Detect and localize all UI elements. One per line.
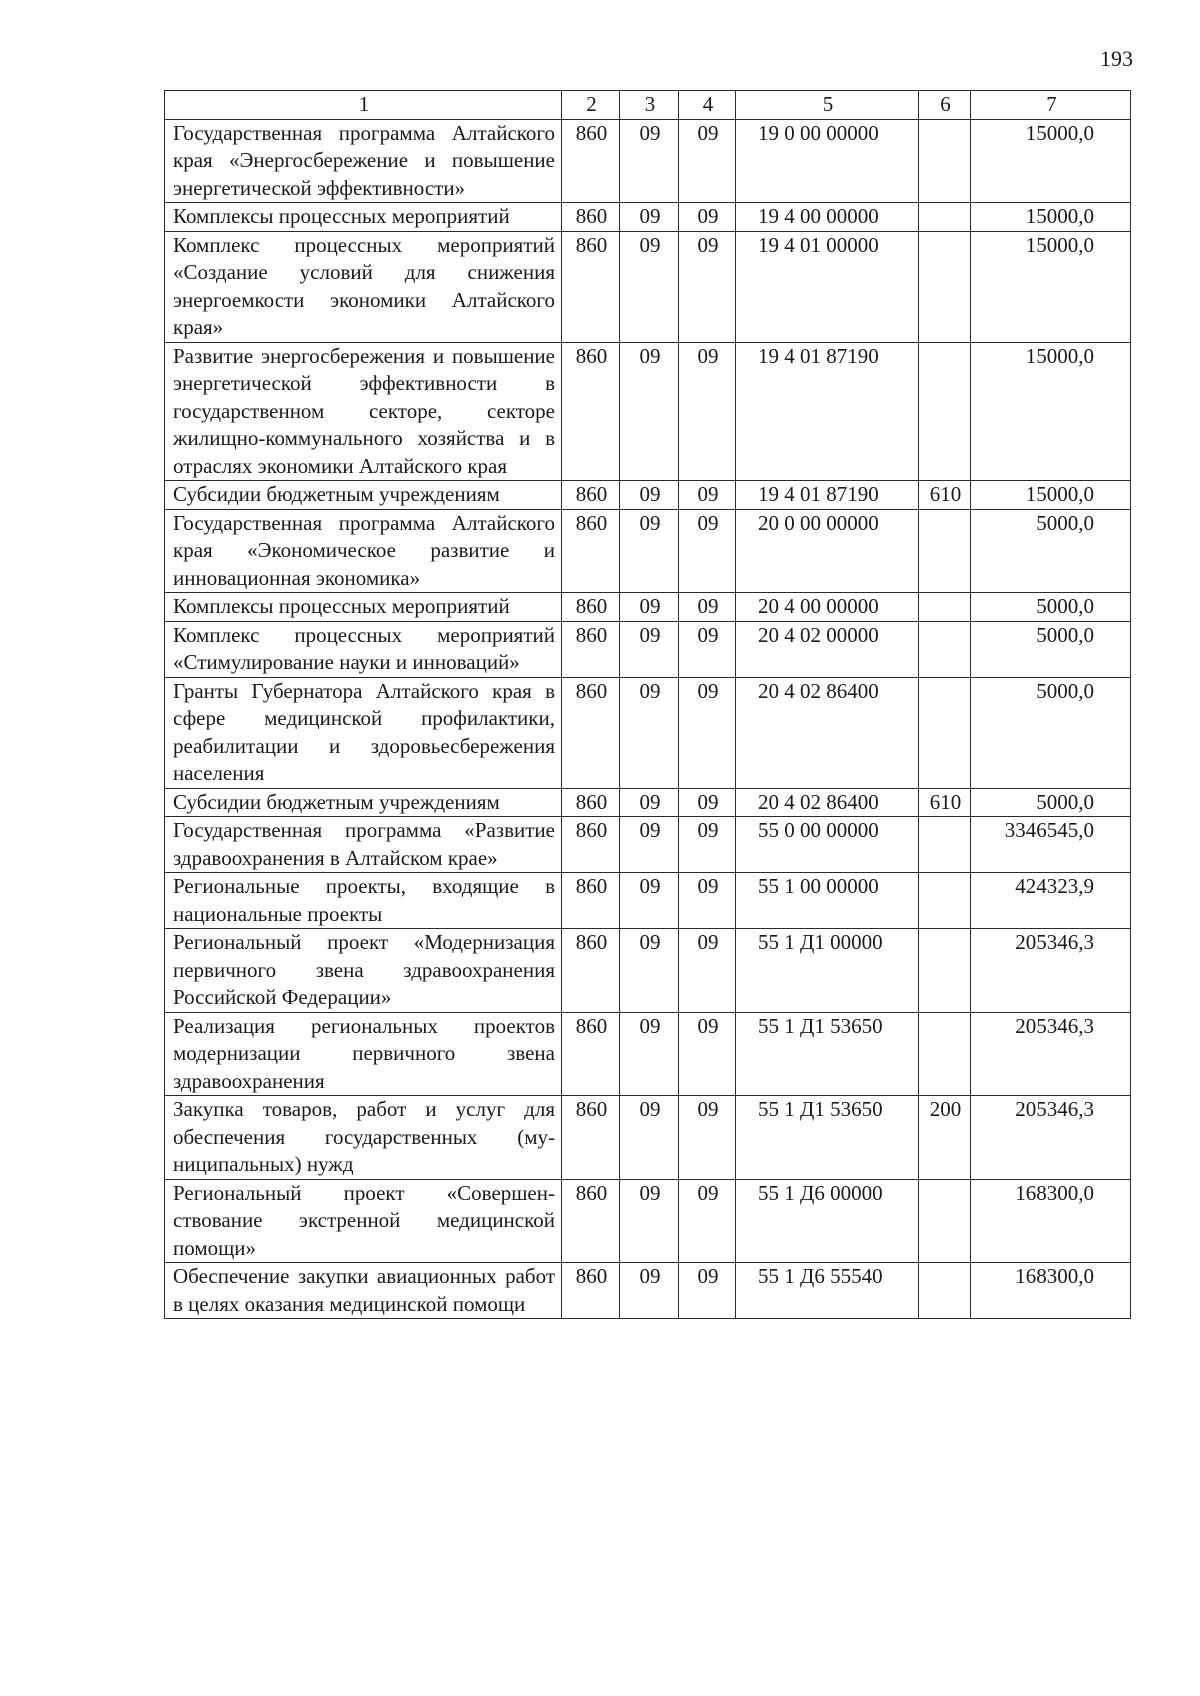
target-item-code-cell: 20 4 02 86400 <box>736 788 919 817</box>
table-body <box>165 119 1131 1319</box>
table-row <box>165 119 1131 203</box>
section-code-cell: 09 <box>620 1179 679 1263</box>
section-code-cell: 09 <box>620 203 679 232</box>
expense-type-cell: 610 <box>919 788 971 817</box>
item-name-cell: Субсидии бюджетным учреждениям <box>165 481 562 510</box>
table-row <box>165 342 1131 481</box>
amount-cell: 3346545,0 <box>971 817 1131 873</box>
amount-cell: 15000,0 <box>971 481 1131 510</box>
expense-type-cell <box>919 621 971 677</box>
target-item-code-cell: 55 1 Д6 55540 <box>736 1263 919 1319</box>
subsection-code-cell: 09 <box>679 677 736 788</box>
ministry-code-cell: 860 <box>562 593 620 622</box>
item-name-cell: Закупка товаров, работ и услуг для обеспечения государственных (муниципальных) нужд <box>165 1096 562 1180</box>
section-code-cell: 09 <box>620 1012 679 1096</box>
ministry-code-cell: 860 <box>562 788 620 817</box>
ministry-code-cell: 860 <box>562 1012 620 1096</box>
section-code-cell: 09 <box>620 231 679 342</box>
target-item-code-cell: 55 1 Д1 00000 <box>736 929 919 1013</box>
column-header: 2 <box>562 91 620 120</box>
table-row <box>165 677 1131 788</box>
item-name-cell: Государственная программа «Развитие здравоохранения в Алтайском крае» <box>165 817 562 873</box>
table-header-row <box>165 91 1131 120</box>
table-row <box>165 481 1131 510</box>
subsection-code-cell: 09 <box>679 481 736 510</box>
amount-cell: 5000,0 <box>971 677 1131 788</box>
table-row <box>165 1179 1131 1263</box>
column-header: 7 <box>971 91 1131 120</box>
target-item-code-cell: 19 4 01 87190 <box>736 481 919 510</box>
item-name-cell: Обеспечение закупки авиационных работ в целях оказания медицинской помощи <box>165 1263 562 1319</box>
target-item-code-cell: 55 0 00 00000 <box>736 817 919 873</box>
expense-type-cell <box>919 119 971 203</box>
target-item-code-cell: 19 4 01 87190 <box>736 342 919 481</box>
subsection-code-cell: 09 <box>679 621 736 677</box>
expense-type-cell <box>919 1263 971 1319</box>
target-item-code-cell: 55 1 00 00000 <box>736 873 919 929</box>
amount-cell: 15000,0 <box>971 119 1131 203</box>
subsection-code-cell: 09 <box>679 203 736 232</box>
expense-type-cell <box>919 231 971 342</box>
target-item-code-cell: 55 1 Д1 53650 <box>736 1012 919 1096</box>
page-number: 193 <box>1100 46 1133 71</box>
column-header: 6 <box>919 91 971 120</box>
target-item-code-cell: 55 1 Д6 00000 <box>736 1179 919 1263</box>
target-item-code-cell: 20 4 00 00000 <box>736 593 919 622</box>
target-item-code-cell: 55 1 Д1 53650 <box>736 1096 919 1180</box>
ministry-code-cell: 860 <box>562 231 620 342</box>
section-code-cell: 09 <box>620 817 679 873</box>
item-name-cell: Реализация региональных проектов модернизации первичного звена здравоохранения <box>165 1012 562 1096</box>
amount-cell: 15000,0 <box>971 342 1131 481</box>
section-code-cell: 09 <box>620 677 679 788</box>
amount-cell: 5000,0 <box>971 621 1131 677</box>
item-name-cell: Комплексы процессных мероприятий <box>165 593 562 622</box>
section-code-cell: 09 <box>620 788 679 817</box>
section-code-cell: 09 <box>620 873 679 929</box>
expense-type-cell <box>919 593 971 622</box>
expense-type-cell: 610 <box>919 481 971 510</box>
ministry-code-cell: 860 <box>562 621 620 677</box>
ministry-code-cell: 860 <box>562 1263 620 1319</box>
table-row <box>165 231 1131 342</box>
section-code-cell: 09 <box>620 593 679 622</box>
ministry-code-cell: 860 <box>562 873 620 929</box>
ministry-code-cell: 860 <box>562 481 620 510</box>
subsection-code-cell: 09 <box>679 1012 736 1096</box>
item-name-cell: Государственная программа Алтайского края «Энергосбережение и повышение энергетической эффективности» <box>165 119 562 203</box>
target-item-code-cell: 20 4 02 86400 <box>736 677 919 788</box>
item-name-cell: Региональные проекты, входящие в национальные проекты <box>165 873 562 929</box>
section-code-cell: 09 <box>620 481 679 510</box>
amount-cell: 168300,0 <box>971 1263 1131 1319</box>
subsection-code-cell: 09 <box>679 873 736 929</box>
table-row <box>165 1096 1131 1180</box>
expense-type-cell: 200 <box>919 1096 971 1180</box>
expense-type-cell <box>919 677 971 788</box>
section-code-cell: 09 <box>620 119 679 203</box>
amount-cell: 168300,0 <box>971 1179 1131 1263</box>
ministry-code-cell: 860 <box>562 203 620 232</box>
amount-cell: 205346,3 <box>971 1096 1131 1180</box>
section-code-cell: 09 <box>620 509 679 593</box>
table-row <box>165 929 1131 1013</box>
column-header: 1 <box>165 91 562 120</box>
item-name-cell: Государственная программа Алтайского края «Экономическое развитие и инновационная экономика» <box>165 509 562 593</box>
subsection-code-cell: 09 <box>679 817 736 873</box>
item-name-cell: Развитие энергосбережения и повышение энергетической эффективности в государственном секторе, секторе жилищно-коммунального хозяйства и в отраслях экономики Алтайского края <box>165 342 562 481</box>
expense-type-cell <box>919 873 971 929</box>
amount-cell: 15000,0 <box>971 231 1131 342</box>
item-name-cell: Региональный проект «Совершенствование экстренной медицинской помощи» <box>165 1179 562 1263</box>
amount-cell: 5000,0 <box>971 788 1131 817</box>
table-row <box>165 817 1131 873</box>
table-row <box>165 1012 1131 1096</box>
section-code-cell: 09 <box>620 621 679 677</box>
expense-type-cell <box>919 342 971 481</box>
budget-table <box>164 90 1131 1319</box>
subsection-code-cell: 09 <box>679 119 736 203</box>
target-item-code-cell: 19 4 00 00000 <box>736 203 919 232</box>
item-name-cell: Комплекс процессных мероприятий «Создание условий для снижения энергоемкости экономики Алтайского края» <box>165 231 562 342</box>
subsection-code-cell: 09 <box>679 1179 736 1263</box>
target-item-code-cell: 19 0 00 00000 <box>736 119 919 203</box>
ministry-code-cell: 860 <box>562 342 620 481</box>
subsection-code-cell: 09 <box>679 509 736 593</box>
table-row <box>165 788 1131 817</box>
ministry-code-cell: 860 <box>562 929 620 1013</box>
amount-cell: 205346,3 <box>971 1012 1131 1096</box>
subsection-code-cell: 09 <box>679 1096 736 1180</box>
item-name-cell: Субсидии бюджетным учреждениям <box>165 788 562 817</box>
target-item-code-cell: 20 4 02 00000 <box>736 621 919 677</box>
table-row <box>165 593 1131 622</box>
column-header: 4 <box>679 91 736 120</box>
section-code-cell: 09 <box>620 342 679 481</box>
section-code-cell: 09 <box>620 1263 679 1319</box>
ministry-code-cell: 860 <box>562 817 620 873</box>
amount-cell: 5000,0 <box>971 509 1131 593</box>
section-code-cell: 09 <box>620 929 679 1013</box>
item-name-cell: Комплексы процессных мероприятий <box>165 203 562 232</box>
column-header: 3 <box>620 91 679 120</box>
expense-type-cell <box>919 929 971 1013</box>
expense-type-cell <box>919 509 971 593</box>
amount-cell: 424323,9 <box>971 873 1131 929</box>
table-row <box>165 873 1131 929</box>
amount-cell: 5000,0 <box>971 593 1131 622</box>
subsection-code-cell: 09 <box>679 1263 736 1319</box>
ministry-code-cell: 860 <box>562 509 620 593</box>
expense-type-cell <box>919 817 971 873</box>
subsection-code-cell: 09 <box>679 929 736 1013</box>
table-row <box>165 509 1131 593</box>
table-row <box>165 203 1131 232</box>
subsection-code-cell: 09 <box>679 231 736 342</box>
ministry-code-cell: 860 <box>562 119 620 203</box>
ministry-code-cell: 860 <box>562 677 620 788</box>
section-code-cell: 09 <box>620 1096 679 1180</box>
amount-cell: 15000,0 <box>971 203 1131 232</box>
item-name-cell: Гранты Губернатора Алтайского края в сфере медицинской профилактики, реабилитации и здоровьесбережения населения <box>165 677 562 788</box>
column-header: 5 <box>736 91 919 120</box>
item-name-cell: Региональный проект «Модернизация первичного звена здравоохранения Российской Федерации» <box>165 929 562 1013</box>
expense-type-cell <box>919 1012 971 1096</box>
subsection-code-cell: 09 <box>679 342 736 481</box>
ministry-code-cell: 860 <box>562 1179 620 1263</box>
expense-type-cell <box>919 1179 971 1263</box>
table-row <box>165 1263 1131 1319</box>
subsection-code-cell: 09 <box>679 593 736 622</box>
ministry-code-cell: 860 <box>562 1096 620 1180</box>
table-row <box>165 621 1131 677</box>
subsection-code-cell: 09 <box>679 788 736 817</box>
item-name-cell: Комплекс процессных мероприятий «Стимулирование науки и инноваций» <box>165 621 562 677</box>
expense-type-cell <box>919 203 971 232</box>
amount-cell: 205346,3 <box>971 929 1131 1013</box>
target-item-code-cell: 20 0 00 00000 <box>736 509 919 593</box>
target-item-code-cell: 19 4 01 00000 <box>736 231 919 342</box>
